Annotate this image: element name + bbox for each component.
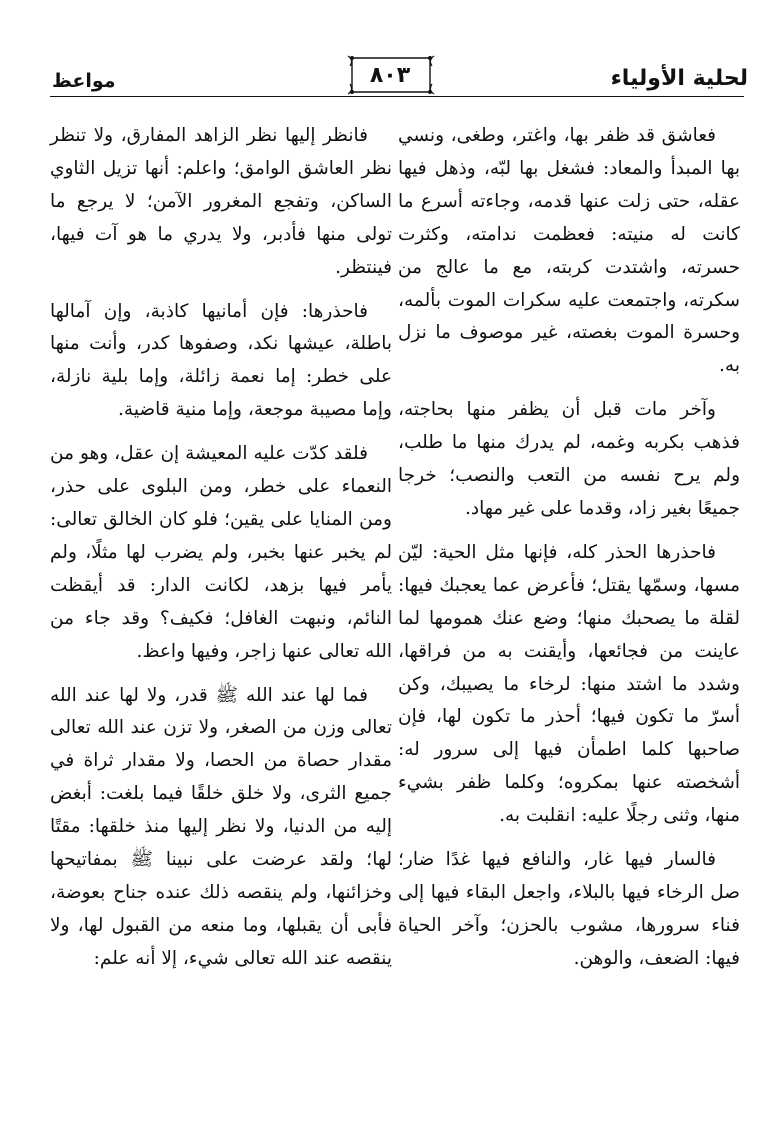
right-text-column [398,120,740,976]
paragraph: فانظر إليها نظر الزاهد المفارق، ولا تنظر نظر العاشق الوامق؛ واعلم: أنها تزيل الثاوي الساكن، وتفجع المغرور الآمن؛ لا يرجع ما تولى منها فأدبر، ولا يدري ما هو آت فيها، فينتظر. [50,125,392,278]
paragraph: فلقد كدّت عليه المعيشة إن عقل، وهو من النعماء على خطر، ومن البلوى على حذر، ومن المنايا على يقين؛ فلو كان الخالق تعالى: لم يخبر عنها بخبر، ولم يضرب لها مثلًا، ولم يأمر فيها بزهد، لكانت الدار: قد أيقظت النائم، ونبهت الغافل؛ فكيف؟ وقد جاء من الله تعالى عنها زاجر، وفيها واعظ. [50,443,392,662]
left-text-column [50,120,392,976]
header-rule [50,96,744,97]
paragraph: فاحذرها: فإن أمانيها كاذبة، وإن آمالها باطلة، عيشها نكد، وصفوها كدر، وأنت منها على خطر: إما نعمة زائلة، وإما بلية نازلة، وإما مصيبة موجعة، وإما منية قاضية. [50,300,392,421]
paragraph: فاحذرها الحذر كله، فإنها مثل الحية: ليّن مسها، وسمّها يقتل؛ فأعرض عما يعجبك فيها: لقلة ما يصحبك منها؛ وضع عنك همومها لما عاينت من فجائعها، وأيقنت به من فراقها، وشدد ما اشتد منها: لرخاء ما يصيبك، وكن أسرّ ما تكون فيها؛ أحذر ما تكون لها، فإن صاحبها كلما اطمأن فيها إلى سرور له: أشخصته عنها بمكروه؛ وكلما ظفر بشيء منها، وثنى رجلًا عليه: انقلبت به. [398,541,740,827]
paragraph: فما لها عند الله ﷺ قدر، ولا لها عند الله تعالى وزن من الصغر، ولا تزن عند الله تعالى مقدار حصاة من الحصا، ولا مقدار ثراة في جميع الثرى، ولا خلق خلقًا فيما بلغت: أبغض إليه من الدنيا، ولا نظر إليها منذ خلقها: مقتًا لها؛ ولقد عرضت على نبينا ﷺ بمفاتيحها وخزائنها، ولم ينقصه ذلك عنده جناح بعوضة، فأبى أن يقبلها، وما منعه من القبول لها، ولا ينقصه عند الله تعالى شيء، إلا أنه علم: [50,684,392,969]
paragraph: فالسار فيها غار، والنافع فيها غدًا ضار؛ صل الرخاء فيها بالبلاء، واجعل البقاء فيها إلى فناء سرورها، مشوب بالحزن؛ وآخر الحياة فيها: الضعف، والوهن. [398,849,740,969]
paragraph: فعاشق قد ظفر بها، واغتر، وطغى، ونسي بها المبدأ والمعاد: فشغل بها لبّه، وذهل فيها عقله، حتى زلت عنها قدمه، وجاءته أسرع ما كانت له منيته: فعظمت ندامته، وكثرت حسرته، واشتدت كربته، مع ما عالج من سكرته، واجتمعت عليه سكرات الموت بألمه، وحسرة الموت بغصته، غير موصوف ما نزل به. [398,125,740,377]
page-number: ٨٠٣ [369,62,411,88]
running-head-section-title: مواعظ [52,70,116,92]
running-head-book-title: لحلية الأولياء [610,66,748,91]
paragraph: وآخر مات قبل أن يظفر منها بحاجته، فذهب بكربه وغمه، لم يدرك منها ما طلب، ولم يرح نفسه من التعب والنصب؛ خرجا جميعًا بغير زاد، وقدما على غير مهاد. [398,399,740,519]
